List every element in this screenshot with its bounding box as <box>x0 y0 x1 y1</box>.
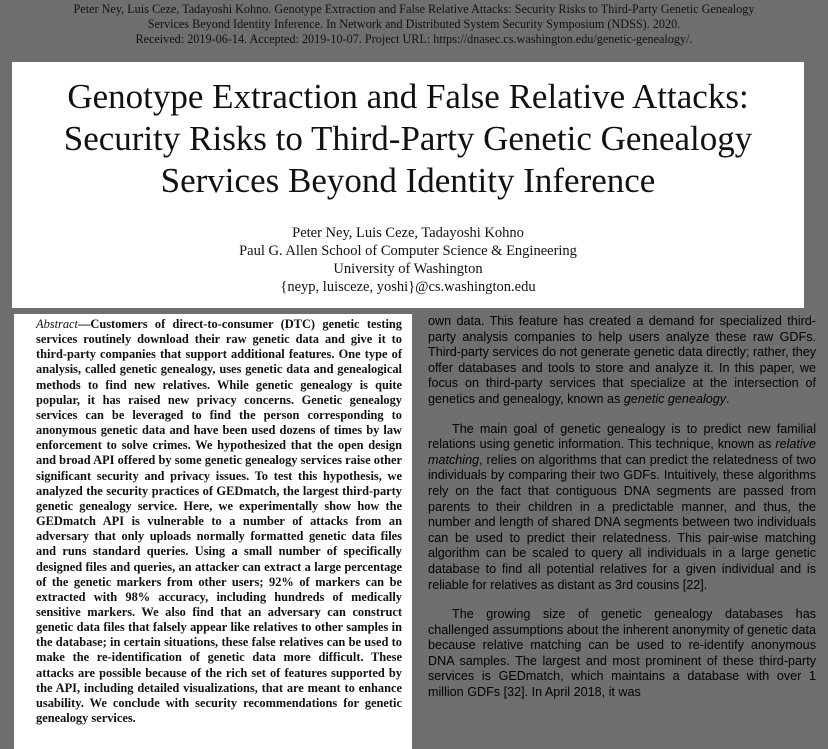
right-column <box>428 314 816 749</box>
body-paragraph-2-b: , relies on algorithms that can predict the relatedness of two individuals by comparing their two GDFs. Intuitively, these algorithms rely on the fact that contiguous DNA segments are passed from parents to their children in a predictable manner, and thus, the number and length of shared DNA segments between two individuals can be used to predict their relatedness. This pair-wise matching algorithm can be scaled to query all individuals in a large genetic database to find all potential relatives for a given individual and is reliable for relatives as distant as 3rd cousins [22]. <box>428 452 816 592</box>
paper-title <box>12 76 804 202</box>
left-column <box>14 314 412 749</box>
body-paragraph-3: The growing size of genetic genealogy databases has challenged assumptions about the inherent anonymity of genetic data because relative matching can be used to re-identify anonymous DNA samples. The largest and most prominent of these third-party services is GEDmatch, which maintains a database with over 1 million GDFs [32]. In April 2018, it was <box>428 607 816 700</box>
abstract-lead: Abstract <box>36 317 78 331</box>
author-affiliation: Paul G. Allen School of Computer Science & Engineering <box>239 243 577 259</box>
citation-line-1: Peter Ney, Luis Ceze, Tadayoshi Kohno. Genotype Extraction and False Relative Attacks: Security Risks to Third-Party Genetic Genealogy <box>73 2 755 16</box>
abstract <box>14 314 412 726</box>
author-block <box>12 224 804 296</box>
author-university: University of Washington <box>333 261 483 277</box>
term-genetic-genealogy: genetic genealogy <box>623 391 727 406</box>
title-line-2: Security Risks to Third-Party Genetic Genealogy <box>63 119 753 158</box>
body-paragraph-2-a: The main goal of genetic genealogy is to predict new familial relations using genetic information. This technique, known as <box>428 421 816 452</box>
citation-header <box>0 2 828 47</box>
author-emails: {neyp, luisceze, yoshi}@cs.washington.edu <box>280 279 536 295</box>
title-line-3: Services Beyond Identity Inference <box>160 161 656 200</box>
title-block <box>12 62 804 308</box>
citation-line-3: Received: 2019-06-14. Accepted: 2019-10-07. Project URL: https://dnasec.cs.washington.edu/genetic-genealogy/. <box>135 32 693 46</box>
body-paragraph-1 <box>428 314 816 408</box>
citation-line-2: Services Beyond Identity Inference. In Network and Distributed System Security Symposium (NDSS). 2020. <box>147 17 681 31</box>
body-paragraph-2 <box>428 422 816 594</box>
term-relative-matching: relative matching <box>428 437 816 467</box>
abstract-body: —Customers of direct-to-consumer (DTC) genetic testing services routinely download their raw genetic data and give it to third-party companies that support additional features. One type of analysis, called genetic genealogy, uses genetic data and genealogical methods to find new relatives. While genetic genealogy is quite popular, it has raised new privacy concerns. Genetic genealogy services can be leveraged to find the person corresponding to anonymous genetic data and have been used dozens of times by law enforcement to solve crimes. We hypothesized that the open design and broad API offered by some genetic genealogy services raise other significant security and privacy issues. To test this hypothesis, we analyzed the security practices of GEDmatch, the largest third-party genetic genealogy service. Here, we experimentally show how the GEDmatch API is vulnerable to a number of attacks from an adversary that only uploads normally formatted genetic data files and runs standard queries. Using a small number of specifically designed files and queries, an attacker can extract a large percentage of the genetic markers from other users; 92% of markers can be extracted with 98% accuracy, including hundreds of medically sensitive markers. We also find that an adversary can construct genetic data files that falsely appear like relatives to other samples in the database; in certain situations, these false relatives can be used to make the re-identification of genetic data more difficult. These attacks are possible because of the rich set of features supported by the API, including detailed visualizations, that are meant to enhance usability. We conclude with security recommendations for genetic genealogy services. <box>36 317 402 726</box>
body-paragraph-1-end: . <box>726 391 730 406</box>
title-line-1: Genotype Extraction and False Relative Attacks: <box>67 77 749 116</box>
body-paragraph-1-text: own data. This feature has created a demand for specialized third-party analysis companies to help users analyze these raw GDFs. Third-party services do not generate genetic data directly; rather, they offer databases and tools to store and analyze it. In this paper, we focus on third-party services that specialize at the intersection of genetics and genealogy, known as <box>428 314 816 406</box>
author-names: Peter Ney, Luis Ceze, Tadayoshi Kohno <box>292 225 524 241</box>
